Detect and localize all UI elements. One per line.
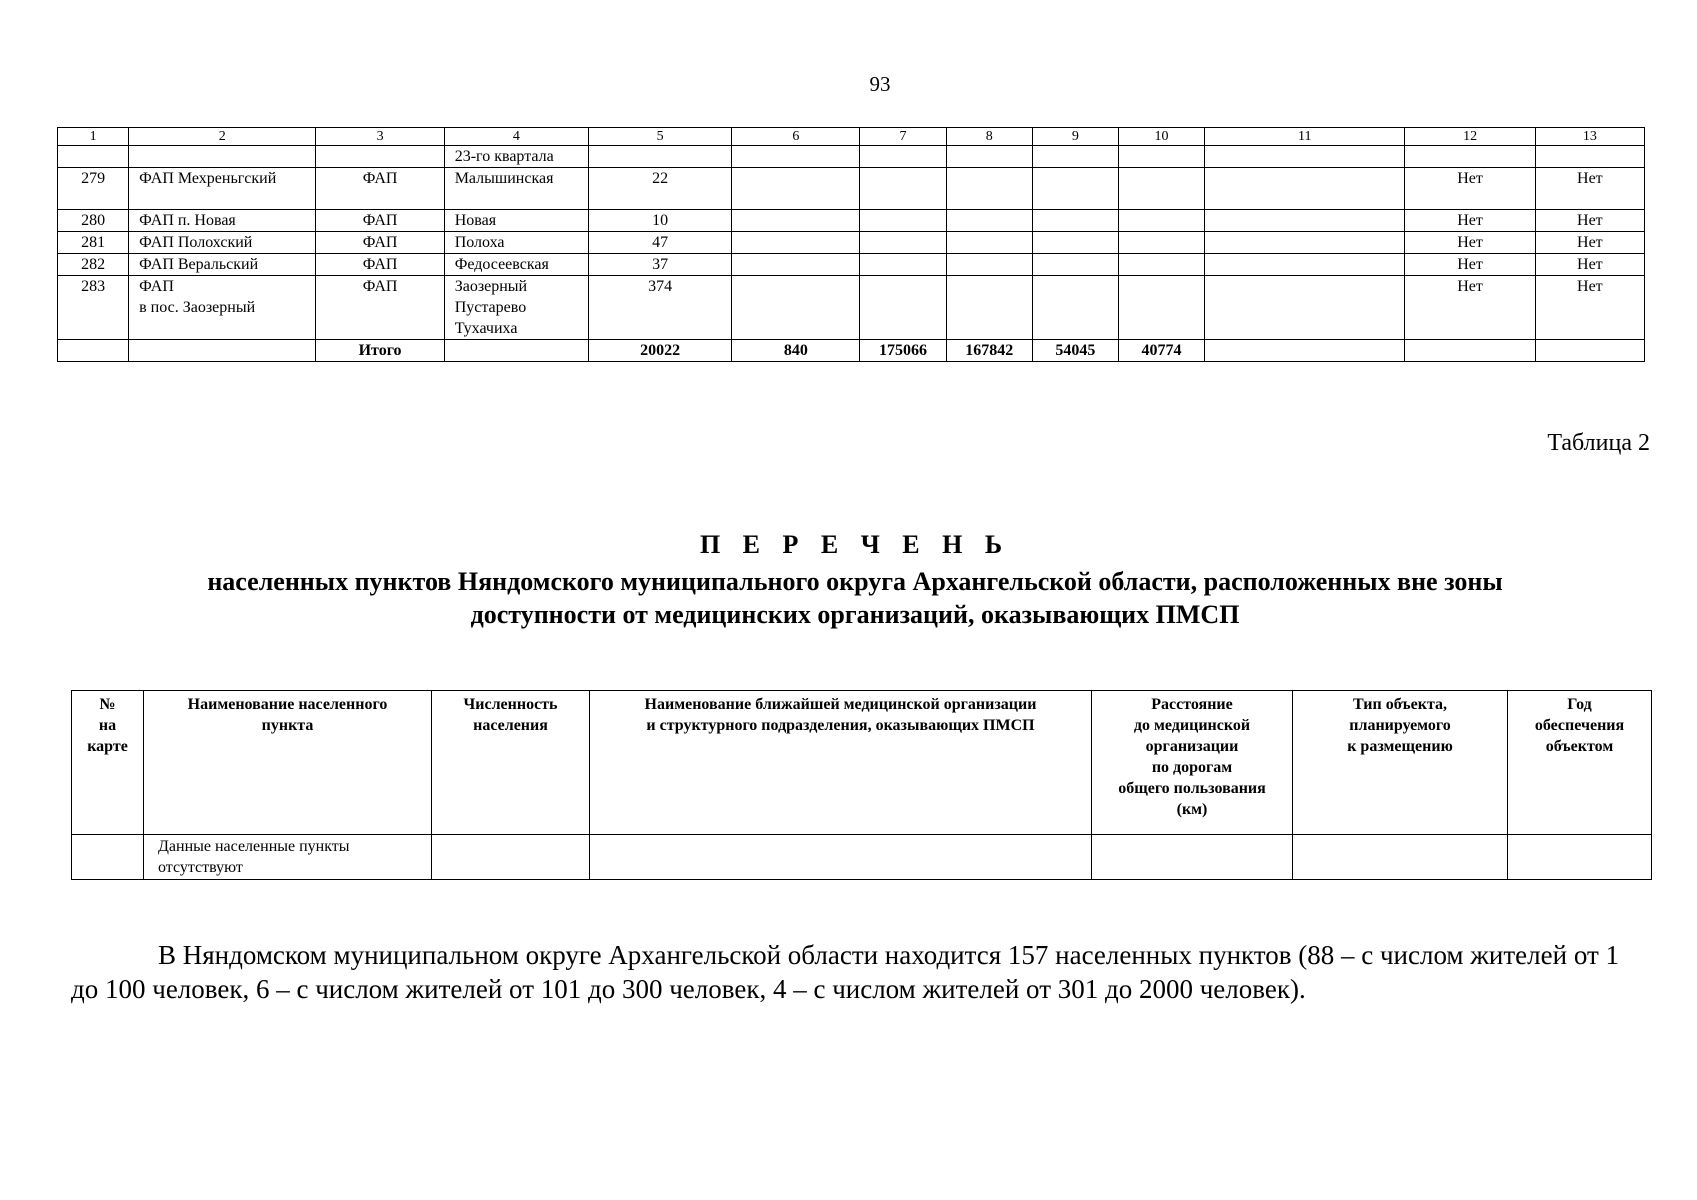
population: 374 (588, 276, 731, 340)
header-settlement-name (144, 691, 432, 835)
table-header-row (72, 691, 1652, 835)
facility-type: ФАП (316, 210, 444, 232)
header-line: до медицинской (1133, 717, 1251, 734)
header-line: Тип объекта, (1352, 696, 1447, 713)
continued-table (57, 127, 1645, 362)
header-line: пункта (261, 717, 314, 734)
population: 37 (588, 254, 731, 276)
table-cell (1205, 146, 1405, 168)
summary-paragraph: В Няндомском муниципальном округе Архангельской области находится 157 населенных пунктов (88 – с числом жителей от 1 до 100 человек, 6 – с числом жителей от 101 до 300 человек, 4 – с числом жителей от 301 до 2000 человек). (71, 940, 1620, 1004)
settlement-line: Пустарево (454, 299, 527, 316)
table-cell (1032, 146, 1118, 168)
header-distance (1092, 691, 1293, 835)
table-cell: Нет (1405, 168, 1535, 210)
column-number: 6 (732, 128, 860, 146)
table-cell (1118, 254, 1204, 276)
table-row (58, 276, 1645, 340)
row-number: 280 (58, 210, 129, 232)
table-cell: Нет (1535, 210, 1644, 232)
table-cell (129, 340, 316, 362)
table-row (58, 210, 1645, 232)
table-cell (1205, 232, 1405, 254)
table-cell (1205, 276, 1405, 340)
header-nearest-organization (590, 691, 1092, 835)
table-cell: Нет (1405, 254, 1535, 276)
title-heading: П Е Р Е Ч Е Н Ь (699, 530, 1011, 559)
column-number: 1 (58, 128, 129, 146)
table-cell (732, 276, 860, 340)
facility-type (316, 146, 444, 168)
settlement-name: Новая (444, 210, 588, 232)
header-line: на (98, 717, 117, 734)
column-number: 10 (1118, 128, 1204, 146)
header-line: Численность (463, 696, 558, 713)
table-cell (1118, 232, 1204, 254)
header-line: (км) (1176, 801, 1208, 818)
table-cell (732, 168, 860, 210)
header-line: обеспечения (1534, 717, 1625, 734)
population: 10 (588, 210, 731, 232)
header-line: Наименование населенного (187, 696, 388, 713)
table-cell (1205, 254, 1405, 276)
settlement-name: 23-го квартала (444, 146, 588, 168)
header-line: и структурного подразделения, оказывающих ПМСП (646, 717, 1035, 734)
header-line: общего пользования (1118, 780, 1266, 797)
settlement-line: Заозерный (454, 278, 528, 295)
total-value: 20022 (588, 340, 731, 362)
settlement-line: Тухачиха (454, 320, 518, 337)
settlement-name (144, 835, 432, 880)
header-population (432, 691, 590, 835)
column-number: 4 (444, 128, 588, 146)
table-cell (860, 168, 946, 210)
table-cell (1118, 210, 1204, 232)
table-cell (732, 254, 860, 276)
cell-line: Данные населенные пункты (158, 838, 350, 855)
table-cell (72, 835, 144, 880)
table-cell (1535, 146, 1644, 168)
table-cell (1535, 340, 1644, 362)
table-cell (1032, 276, 1118, 340)
table-cell (1405, 340, 1535, 362)
header-line: Наименование ближайшей медицинской организации (644, 696, 1037, 713)
facility-type: ФАП (316, 232, 444, 254)
table-cell (1032, 232, 1118, 254)
title-line: доступности от медицинских организаций, оказывающих ПМСП (470, 600, 1240, 629)
table-cell (1118, 146, 1204, 168)
table-cell: Нет (1535, 254, 1644, 276)
page-number: 93 (869, 72, 891, 96)
header-line: Расстояние (1151, 696, 1233, 713)
table-caption: Таблица 2 (1547, 430, 1650, 456)
document-title (60, 528, 1650, 631)
facility-name: ФАП п. Новая (129, 210, 316, 232)
table-cell (1205, 340, 1405, 362)
column-number: 13 (1535, 128, 1644, 146)
header-year (1508, 691, 1652, 835)
table-cell (860, 254, 946, 276)
settlement-name: Малышинская (444, 168, 588, 210)
facility-type: ФАП (316, 168, 444, 210)
column-number: 8 (946, 128, 1032, 146)
row-number: 283 (58, 276, 129, 340)
facility-name (129, 276, 316, 340)
table-cell (1405, 146, 1535, 168)
table-cell: Нет (1405, 232, 1535, 254)
table-cell (732, 146, 860, 168)
facility-name: ФАП Веральский (129, 254, 316, 276)
table-cell (860, 146, 946, 168)
total-value: 167842 (946, 340, 1032, 362)
table-cell (732, 232, 860, 254)
facility-name-line: в пос. Заозерный (139, 299, 256, 316)
table-cell (946, 254, 1032, 276)
table-cell (860, 276, 946, 340)
population: 22 (588, 168, 731, 210)
table-cell (444, 340, 588, 362)
population: 47 (588, 232, 731, 254)
header-line: объектом (1545, 738, 1614, 755)
table-cell (1205, 168, 1405, 210)
header-map-number (72, 691, 144, 835)
row-number: 282 (58, 254, 129, 276)
column-number: 12 (1405, 128, 1535, 146)
table-cell (1293, 835, 1508, 880)
header-object-type (1293, 691, 1508, 835)
header-line: Год (1567, 696, 1592, 713)
facility-name: ФАП Полохский (129, 232, 316, 254)
header-line: к размещению (1347, 738, 1453, 755)
facility-name (129, 146, 316, 168)
table-row (58, 168, 1645, 210)
table-cell: Нет (1535, 276, 1644, 340)
facility-type: ФАП (316, 254, 444, 276)
table-cell (860, 232, 946, 254)
table-cell (946, 168, 1032, 210)
settlement-name (444, 276, 588, 340)
table-row (58, 146, 1645, 168)
facility-name: ФАП Мехреньгский (129, 168, 316, 210)
population (588, 146, 731, 168)
table-cell (946, 276, 1032, 340)
column-number: 9 (1032, 128, 1118, 146)
total-value: 54045 (1032, 340, 1118, 362)
table-cell (1032, 168, 1118, 210)
column-number: 7 (860, 128, 946, 146)
facility-type: ФАП (316, 276, 444, 340)
table-row (72, 835, 1652, 880)
cell-line: отсутствуют (158, 859, 243, 876)
table-cell (860, 210, 946, 232)
column-number: 11 (1205, 128, 1405, 146)
settlements-table (71, 690, 1652, 880)
table-cell (1205, 210, 1405, 232)
row-number: 281 (58, 232, 129, 254)
table-cell (1092, 835, 1293, 880)
header-line: по дорогам (1151, 759, 1233, 776)
table-cell (1508, 835, 1652, 880)
table-cell: Нет (1535, 232, 1644, 254)
table-header-row (58, 128, 1645, 146)
column-number: 3 (316, 128, 444, 146)
table-cell (432, 835, 590, 880)
table-cell (1032, 210, 1118, 232)
total-label: Итого (316, 340, 444, 362)
table-cell (946, 210, 1032, 232)
table-cell (946, 146, 1032, 168)
title-line: населенных пунктов Няндомского муниципального округа Архангельской области, расположенных вне зоны (207, 567, 1503, 596)
table-cell (946, 232, 1032, 254)
total-value: 175066 (860, 340, 946, 362)
total-value: 840 (732, 340, 860, 362)
table-cell: Нет (1405, 210, 1535, 232)
header-line: № (99, 696, 116, 713)
settlement-name: Полоха (444, 232, 588, 254)
column-number: 2 (129, 128, 316, 146)
facility-name-line: ФАП (139, 278, 174, 295)
table-cell (732, 210, 860, 232)
table-row (58, 232, 1645, 254)
row-number: 279 (58, 168, 129, 210)
table-row (58, 254, 1645, 276)
table-cell: Нет (1405, 276, 1535, 340)
header-line: организации (1145, 738, 1239, 755)
table-cell (1032, 254, 1118, 276)
column-number: 5 (588, 128, 731, 146)
table-cell (590, 835, 1092, 880)
header-line: населения (473, 717, 548, 734)
header-line: карте (87, 738, 128, 755)
header-line: планируемого (1349, 717, 1451, 734)
table-cell (1118, 276, 1204, 340)
total-value: 40774 (1118, 340, 1204, 362)
row-number (58, 146, 129, 168)
table-cell (58, 340, 129, 362)
settlement-name: Федосеевская (444, 254, 588, 276)
table-cell: Нет (1535, 168, 1644, 210)
table-cell (1118, 168, 1204, 210)
total-row (58, 340, 1645, 362)
